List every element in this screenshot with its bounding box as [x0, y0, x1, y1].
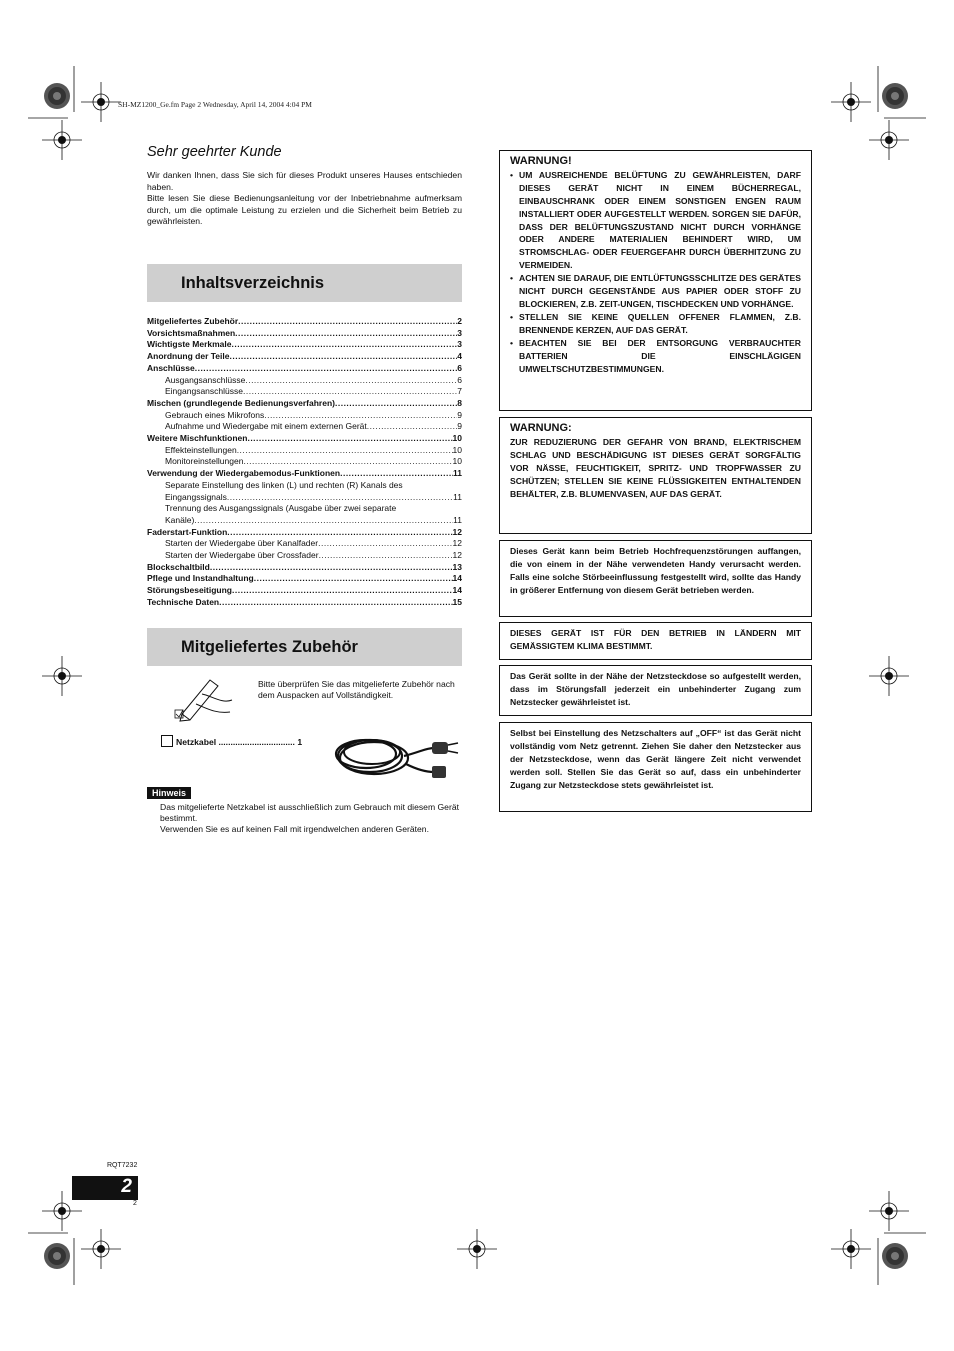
toc-banner	[147, 264, 462, 302]
toc-item[interactable]: Anordnung der Teile ..... 4	[147, 351, 462, 363]
accessories-heading: Mitgeliefertes Zubehör	[181, 638, 358, 656]
note-label: Hinweis	[147, 787, 191, 799]
power-cable-icon	[330, 728, 464, 780]
warning-box-1	[499, 150, 812, 411]
toc-heading: Inhaltsverzeichnis	[181, 274, 325, 292]
warning-bullet: • UM AUSREICHENDE BELÜFTUNG ZU GEWÄHRLEISTEN, DARF DIESES GERÄT NICHT IN EINEM BÜCHERREGAL, EINBAUSCHRANK ODER EINEM SONSTIGEN ENGEN RAUM INSTALLIERT ODER AUFGESTELLT WERDEN. SORGEN SIE DAFÜR, DASS DER BELÜFTUNGSZUSTAND NICHT DURCH VORHÄNGE ODER ANDERE MATERIALIEN BEHINDERT WIRD, UM STROMSCHLAG- ODER FEUERGEFAHR DURCH ÜBERHITZUNG ZU VERMEIDEN.	[510, 169, 801, 271]
toc-subitem[interactable]: Ausgangsanschlüsse ..... 6	[147, 375, 462, 387]
accessories-banner	[147, 628, 462, 666]
toc-item[interactable]: Weitere Mischfunktionen ..... 10	[147, 433, 462, 445]
intro-text	[147, 170, 462, 228]
toc-subitem[interactable]: Effekteinstellungen ..... 10	[147, 445, 462, 457]
table-of-contents	[147, 316, 462, 609]
toc-subitem[interactable]: Eingangsanschlüsse ..... 7	[147, 386, 462, 398]
toc-subitem[interactable]: Monitoreinstellungen ..... 10	[147, 456, 462, 468]
note-text	[160, 802, 460, 835]
accessory-item-netzkabel[interactable]: Netzkabel ................................ 1	[161, 735, 302, 747]
page-number-box	[72, 1176, 138, 1200]
toc-item[interactable]: Mitgeliefertes Zubehör ..... 2	[147, 316, 462, 328]
accessories-text: Bitte überprüfen Sie das mitgelieferte Zubehör nach dem Auspacken auf Vollständigkeit.	[258, 679, 455, 701]
toc-subitem[interactable]: Starten der Wiedergabe über Crossfader ..... 12	[147, 550, 462, 562]
note-paragraph: Das mitgelieferte Netzkabel ist ausschließlich zum Gebrauch mit diesem Gerät bestimmt.	[160, 802, 459, 823]
toc-item[interactable]: Anschlüsse ..... 6	[147, 363, 462, 375]
toc-subitem[interactable]: Gebrauch eines Mikrofons ..... 9	[147, 410, 462, 422]
warning-bullet: • BEACHTEN SIE BEI DER ENTSORGUNG VERBRAUCHTER BATTERIEN DIE EINSCHLÄGIGEN UMWELTSCHUTZBESTIMMUNGEN.	[510, 337, 801, 374]
toc-item[interactable]: Technische Daten ..... 15	[147, 597, 462, 609]
toc-item[interactable]: Mischen (grundlegende Bedienungsverfahren) ..... 8	[147, 398, 462, 410]
page-number-small: 2	[133, 1200, 137, 1207]
greeting: Sehr geehrter Kunde	[147, 144, 282, 160]
note-paragraph: Verwenden Sie es auf keinen Fall mit irgendwelchen anderen Geräten.	[160, 824, 429, 834]
toc-item[interactable]: Vorsichtsmaßnahmen ..... 3	[147, 328, 462, 340]
warning-box-2	[499, 417, 812, 534]
climate-box: DIESES GERÄT IST FÜR DEN BETRIEB IN LÄNDERN MIT GEMÄSSIGTEM KLIMA BESTIMMT.	[499, 622, 812, 660]
intro-paragraph: Bitte lesen Sie diese Bedienungsanleitung vor der Inbetriebnahme aufmerksam durch, um die optimale Leistung zu erzielen und die Sicherheit beim Betrieb zu gewährleisten.	[147, 193, 462, 226]
power-switch-box: Selbst bei Einstellung des Netzschalters auf „OFF“ ist das Gerät nicht vollständig vom Netz getrennt. Ziehen Sie daher den Netzstecker aus der Netzsteckdose, wenn das Gerät längere Zeit nicht verwendet werden soll. Stellen Sie das Gerät so auf, dass ein unbehinderter Zugang zur Netzsteckdose stets gewährleistet ist.	[499, 722, 812, 812]
toc-item[interactable]: Pflege und Instandhaltung ..... 14	[147, 573, 462, 585]
toc-item[interactable]: Blockschaltbild ..... 13	[147, 562, 462, 574]
interference-box: Dieses Gerät kann beim Betrieb Hochfrequenzstörungen auffangen, die von einem in der Nähe verwendeten Handy verursacht werden. Falls eine solche Störbeeinflussung festgestellt wird, sollte das Handy in größerer Entfernung von diesem Gerät betrieben werden.	[499, 540, 812, 617]
file-header: SH-MZ1200_Ge.fm Page 2 Wednesday, April 14, 2004 4:04 PM	[118, 100, 312, 109]
outlet-box: Das Gerät sollte in der Nähe der Netzsteckdose so aufgestellt werden, dass im Störungsfall jederzeit ein unbehinderter Zugang zum Netzstecker gewährleistet ist.	[499, 665, 812, 716]
toc-subitem[interactable]: Separate Einstellung des linken (L) und rechten (R) Kanals des Eingangssignals ..... 11	[147, 480, 462, 503]
warning-text: ZUR REDUZIERUNG DER GEFAHR VON BRAND, ELEKTRISCHEM SCHLAG UND BESCHÄDIGUNG IST DIESES GERÄT SORGFÄLTIG VOR NÄSSE, FEUCHTIGKEIT, SPRITZ- UND TROPFWASSER ZU SCHÜTZEN; STELLEN SIE KEINE FLÜSSIGKEITEN ENTHALTENDEN BEHÄLTER, Z.B. BLUMENVASEN, AUF DAS GERÄT.	[510, 436, 801, 499]
document-code: RQT7232	[107, 1162, 138, 1169]
page-number: 2	[121, 1176, 132, 1197]
toc-item[interactable]: Wichtigste Merkmale ..... 3	[147, 339, 462, 351]
toc-item[interactable]: Verwendung der Wiedergabemodus-Funktionen ..... 11	[147, 468, 462, 480]
toc-subitem[interactable]: Starten der Wiedergabe über Kanalfader ..... 12	[147, 538, 462, 550]
warning-title: WARNUNG:	[510, 422, 572, 434]
accessory-checkbox[interactable]	[161, 735, 173, 747]
warning-title: WARNUNG!	[510, 155, 572, 167]
toc-subitem[interactable]: Trennung des Ausgangssignals (Ausgabe über zwei separate Kanäle) ..... 11	[147, 503, 462, 526]
toc-item[interactable]: Faderstart-Funktion ..... 12	[147, 527, 462, 539]
intro-paragraph: Wir danken Ihnen, dass Sie sich für dieses Produkt unseres Hauses entschieden haben.	[147, 170, 462, 192]
pen-checklist-icon	[172, 674, 238, 722]
toc-subitem[interactable]: Aufnahme und Wiedergabe mit einem externen Gerät ..... 9	[147, 421, 462, 433]
warning-bullet: • STELLEN SIE KEINE QUELLEN OFFENER FLAMMEN, Z.B. BRENNENDE KERZEN, AUF DAS GERÄT.	[510, 311, 801, 335]
toc-item[interactable]: Störungsbeseitigung ..... 14	[147, 585, 462, 597]
warning-bullet: • ACHTEN SIE DARAUF, DIE ENTLÜFTUNGSSCHLITZE DES GERÄTES NICHT DURCH GEGENSTÄNDE AUS PAPIER ODER STOFF ZU BLOCKIEREN, Z.B. ZEIT-UNGEN, TISCHDECKEN UND VORHÄNGE.	[510, 273, 801, 309]
